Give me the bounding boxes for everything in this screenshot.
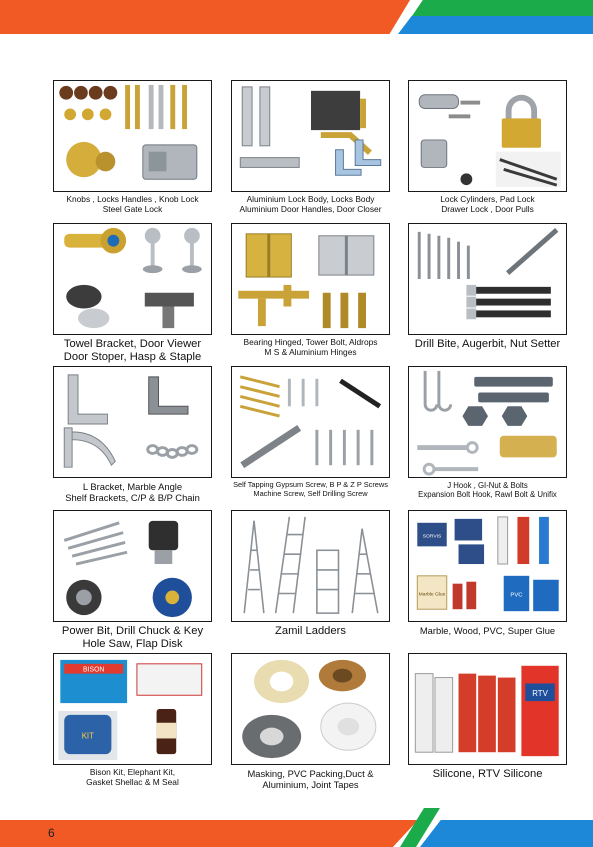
caption-line-1: Silicone, RTV Silicone	[432, 768, 543, 780]
caption-line-2: M S & Aluminium Hinges	[264, 346, 357, 357]
page-number: 6	[48, 826, 55, 840]
silicone-illustration	[408, 653, 567, 765]
product-card-bison-kit	[53, 653, 212, 788]
product-card-tapes	[231, 653, 390, 790]
caption-line-2: Shelf Brackets, C/P & B/P Chain	[65, 492, 200, 504]
caption-line-2: Machine Screw, Self Drilling Screw	[253, 488, 368, 498]
bison-kit-illustration	[53, 653, 212, 765]
door-viewer-illustration	[53, 223, 212, 335]
caption-line-2: Gasket Shellac & M Seal	[86, 776, 179, 787]
bison-brand-text: BISON	[83, 666, 105, 674]
glue-marble-text: Marble Glue	[418, 592, 446, 598]
product-card-door-locks	[231, 80, 390, 215]
hinges-illustration	[231, 223, 390, 335]
caption-line-1: Knobs , Locks Handles , Knob Lock	[66, 194, 199, 204]
product-card-drill-bits	[408, 223, 567, 351]
footer-orange-stripe	[0, 820, 418, 847]
header-orange-stripe	[0, 0, 410, 34]
rtv-text: RTV	[532, 689, 548, 699]
caption-line-1: Lock Cylinders, Pad Lock	[440, 194, 535, 204]
product-card-padlock	[408, 80, 567, 215]
product-card-ladders	[231, 510, 390, 638]
caption-line-1: Drill Bite, Augerbit, Nut Setter	[414, 338, 561, 350]
door-locks-illustration	[231, 80, 390, 192]
ladders-illustration	[231, 510, 390, 622]
caption-line-2: Aluminium Door Handles, Door Closer	[239, 203, 382, 214]
product-card-door-viewer	[53, 223, 212, 364]
tapes-illustration	[231, 653, 390, 765]
glue-brand-text: SORVIS	[422, 534, 442, 540]
product-card-hinges	[231, 223, 390, 358]
product-card-power-bits	[53, 510, 212, 651]
power-bits-illustration	[53, 510, 212, 622]
screws-illustration	[231, 366, 390, 478]
footer-blue-stripe	[420, 820, 593, 847]
padlock-illustration	[408, 80, 567, 192]
caption-line-1: Marble, Wood, PVC, Super Glue	[419, 625, 556, 636]
product-card-knobs	[53, 80, 212, 215]
caption-line-1: Masking, PVC Packing,Duct &	[247, 768, 374, 779]
caption-line-1: Zamil Ladders	[275, 625, 346, 637]
caption-line-2: Hole Saw, Flap Disk	[82, 638, 183, 651]
brackets-illustration	[53, 366, 212, 478]
knobs-locks-illustration	[53, 80, 212, 192]
header-blue-stripe	[398, 16, 593, 34]
drill-bits-illustration	[408, 223, 567, 335]
product-card-glue	[408, 510, 567, 636]
product-card-bolts	[408, 366, 567, 499]
product-card-silicone	[408, 653, 567, 781]
glue-pvc-text: PVC	[510, 592, 523, 599]
caption-line-2: Expansion Bolt Hook, Rawl Bolt & Unifix	[418, 490, 557, 500]
bolts-illustration	[408, 366, 567, 478]
caption-line-2: Steel Gate Lock	[102, 203, 163, 214]
bison-kit-text: KIT	[81, 731, 94, 741]
caption-line-1: Aluminium Lock Body, Locks Body	[246, 194, 375, 204]
caption-line-1: L Bracket, Marble Angle	[82, 481, 183, 492]
caption-line-1: Bearing Hinged, Tower Bolt, Aldrops	[243, 337, 378, 347]
header-green-stripe	[412, 0, 593, 16]
caption-line-1: Bison Kit, Elephant Kit,	[89, 767, 176, 777]
caption-line-2: Drawer Lock , Door Pulls	[441, 203, 534, 214]
caption-line-2: Aluminium, Joint Tapes	[262, 779, 359, 791]
caption-line-2: Door Stoper, Hasp & Staple	[63, 351, 202, 364]
caption-line-1: Power Bit, Drill Chuck & Key	[61, 625, 204, 637]
caption-line-1: J Hook , GI-Nut & Bolts	[447, 481, 528, 490]
product-card-screws	[231, 366, 390, 498]
caption-line-1: Towel Bracket, Door Viewer	[63, 338, 202, 350]
glue-illustration	[408, 510, 567, 622]
product-card-brackets	[53, 366, 212, 503]
caption-line-1: Self Tapping Gypsum Screw, B P & Z P Screws	[233, 480, 388, 489]
